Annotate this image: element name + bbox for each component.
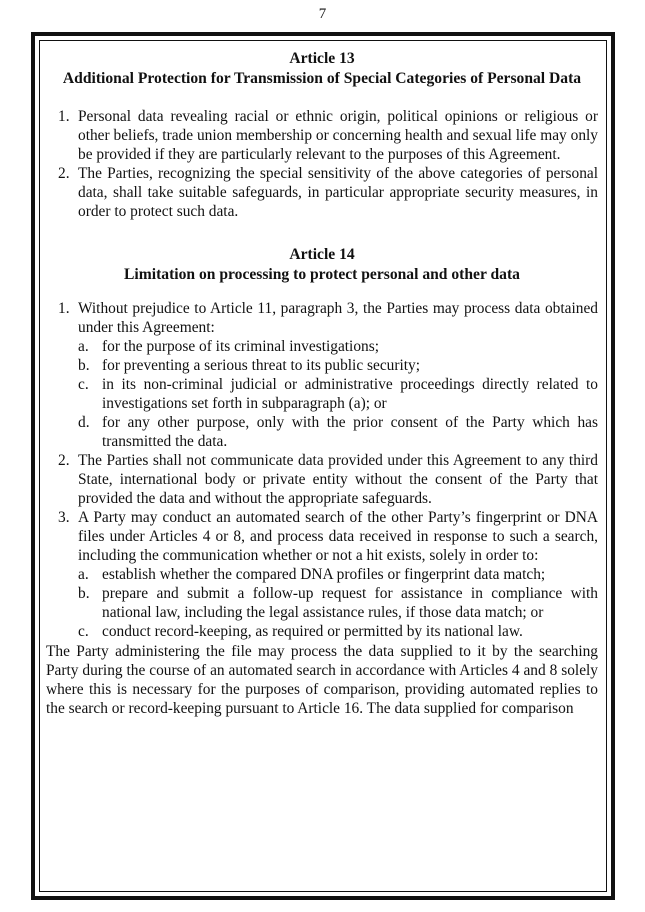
sub-text: for the purpose of its criminal investigations; [102,338,379,355]
list-item [46,164,598,221]
list-item [46,107,598,164]
item-text: The Parties, recognizing the special sensitivity of the above categories of personal data, shall take suitable safeguards, in particular appropriate security measures, in order to protect such data. [78,165,598,220]
article-14-list [46,299,598,641]
item-text: A Party may conduct an automated search of the other Party’s fingerprint or DNA files under Articles 4 or 8, and process data received in response to such a search, including the communication whether or not a hit exists, solely in order to: [78,509,598,564]
sub-text: establish whether the compared DNA profiles or fingerprint data match; [102,566,546,583]
sub-item [78,584,598,622]
item-text: The Parties shall not communicate data provided under this Agreement to any third State, international body or private entity without the consent of the Party that provided the data and without the appropriate safeguards. [78,452,598,507]
sub-item [78,622,598,641]
sub-letter: d. [78,414,90,431]
sub-text: in its non-criminal judicial or administrative proceedings directly related to investigations set forth in subparagraph (a); or [102,376,598,412]
sub-text: conduct record-keeping, as required or permitted by its national law. [102,623,523,640]
sub-item [78,565,598,584]
sub-text: for any other purpose, only with the prior consent of the Party which has transmitted the data. [102,414,598,450]
item-number: 1. [58,300,70,317]
sub-text: prepare and submit a follow-up request for assistance in compliance with national law, including the legal assistance rules, if those data match; or [102,585,598,621]
list-item [46,508,598,641]
sub-text: for preventing a serious threat to its public security; [102,357,420,374]
closing-paragraph: The Party administering the file may process the data supplied to it by the searching Party during the course of an automated search in accordance with Articles 4 and 8 solely where this is necessary for the purposes of comparison, providing automated replies to the search or record-keeping pursuant to Article 16. The data supplied for comparison [46,643,598,717]
sub-item [78,356,598,375]
page-number: 7 [318,6,327,22]
article-14-heading: Article 14 [289,246,355,263]
article-13-header [46,49,598,89]
sub-item [78,375,598,413]
article-14-title: Limitation on processing to protect personal and other data [124,266,520,283]
item-number: 2. [58,165,70,182]
item-text: Personal data revealing racial or ethnic origin, political opinions or religious or other beliefs, trade union membership or concerning health and sexual life may only be provided if they are particularly relevant to the purposes of this Agreement. [78,108,598,163]
item-number: 1. [58,108,70,125]
item-number: 2. [58,452,70,469]
sub-letter: b. [78,585,90,602]
sub-item [78,337,598,356]
item-text: Without prejudice to Article 11, paragraph 3, the Parties may process data obtained under this Agreement: [78,300,598,336]
document-body [46,44,598,733]
item-number: 3. [58,509,70,526]
sub-letter: c. [78,623,89,640]
sub-letter: b. [78,357,90,374]
article-14-header [46,245,598,285]
article-13-title: Additional Protection for Transmission of Special Categories of Personal Data [62,70,582,87]
sub-letter: a. [78,566,89,583]
list-item [46,451,598,508]
sub-letter: c. [78,376,89,393]
sub-item [78,413,598,451]
list-item [46,299,598,451]
article-13-list [46,107,598,221]
sub-letter: a. [78,338,89,355]
article-13-heading: Article 13 [289,50,355,67]
